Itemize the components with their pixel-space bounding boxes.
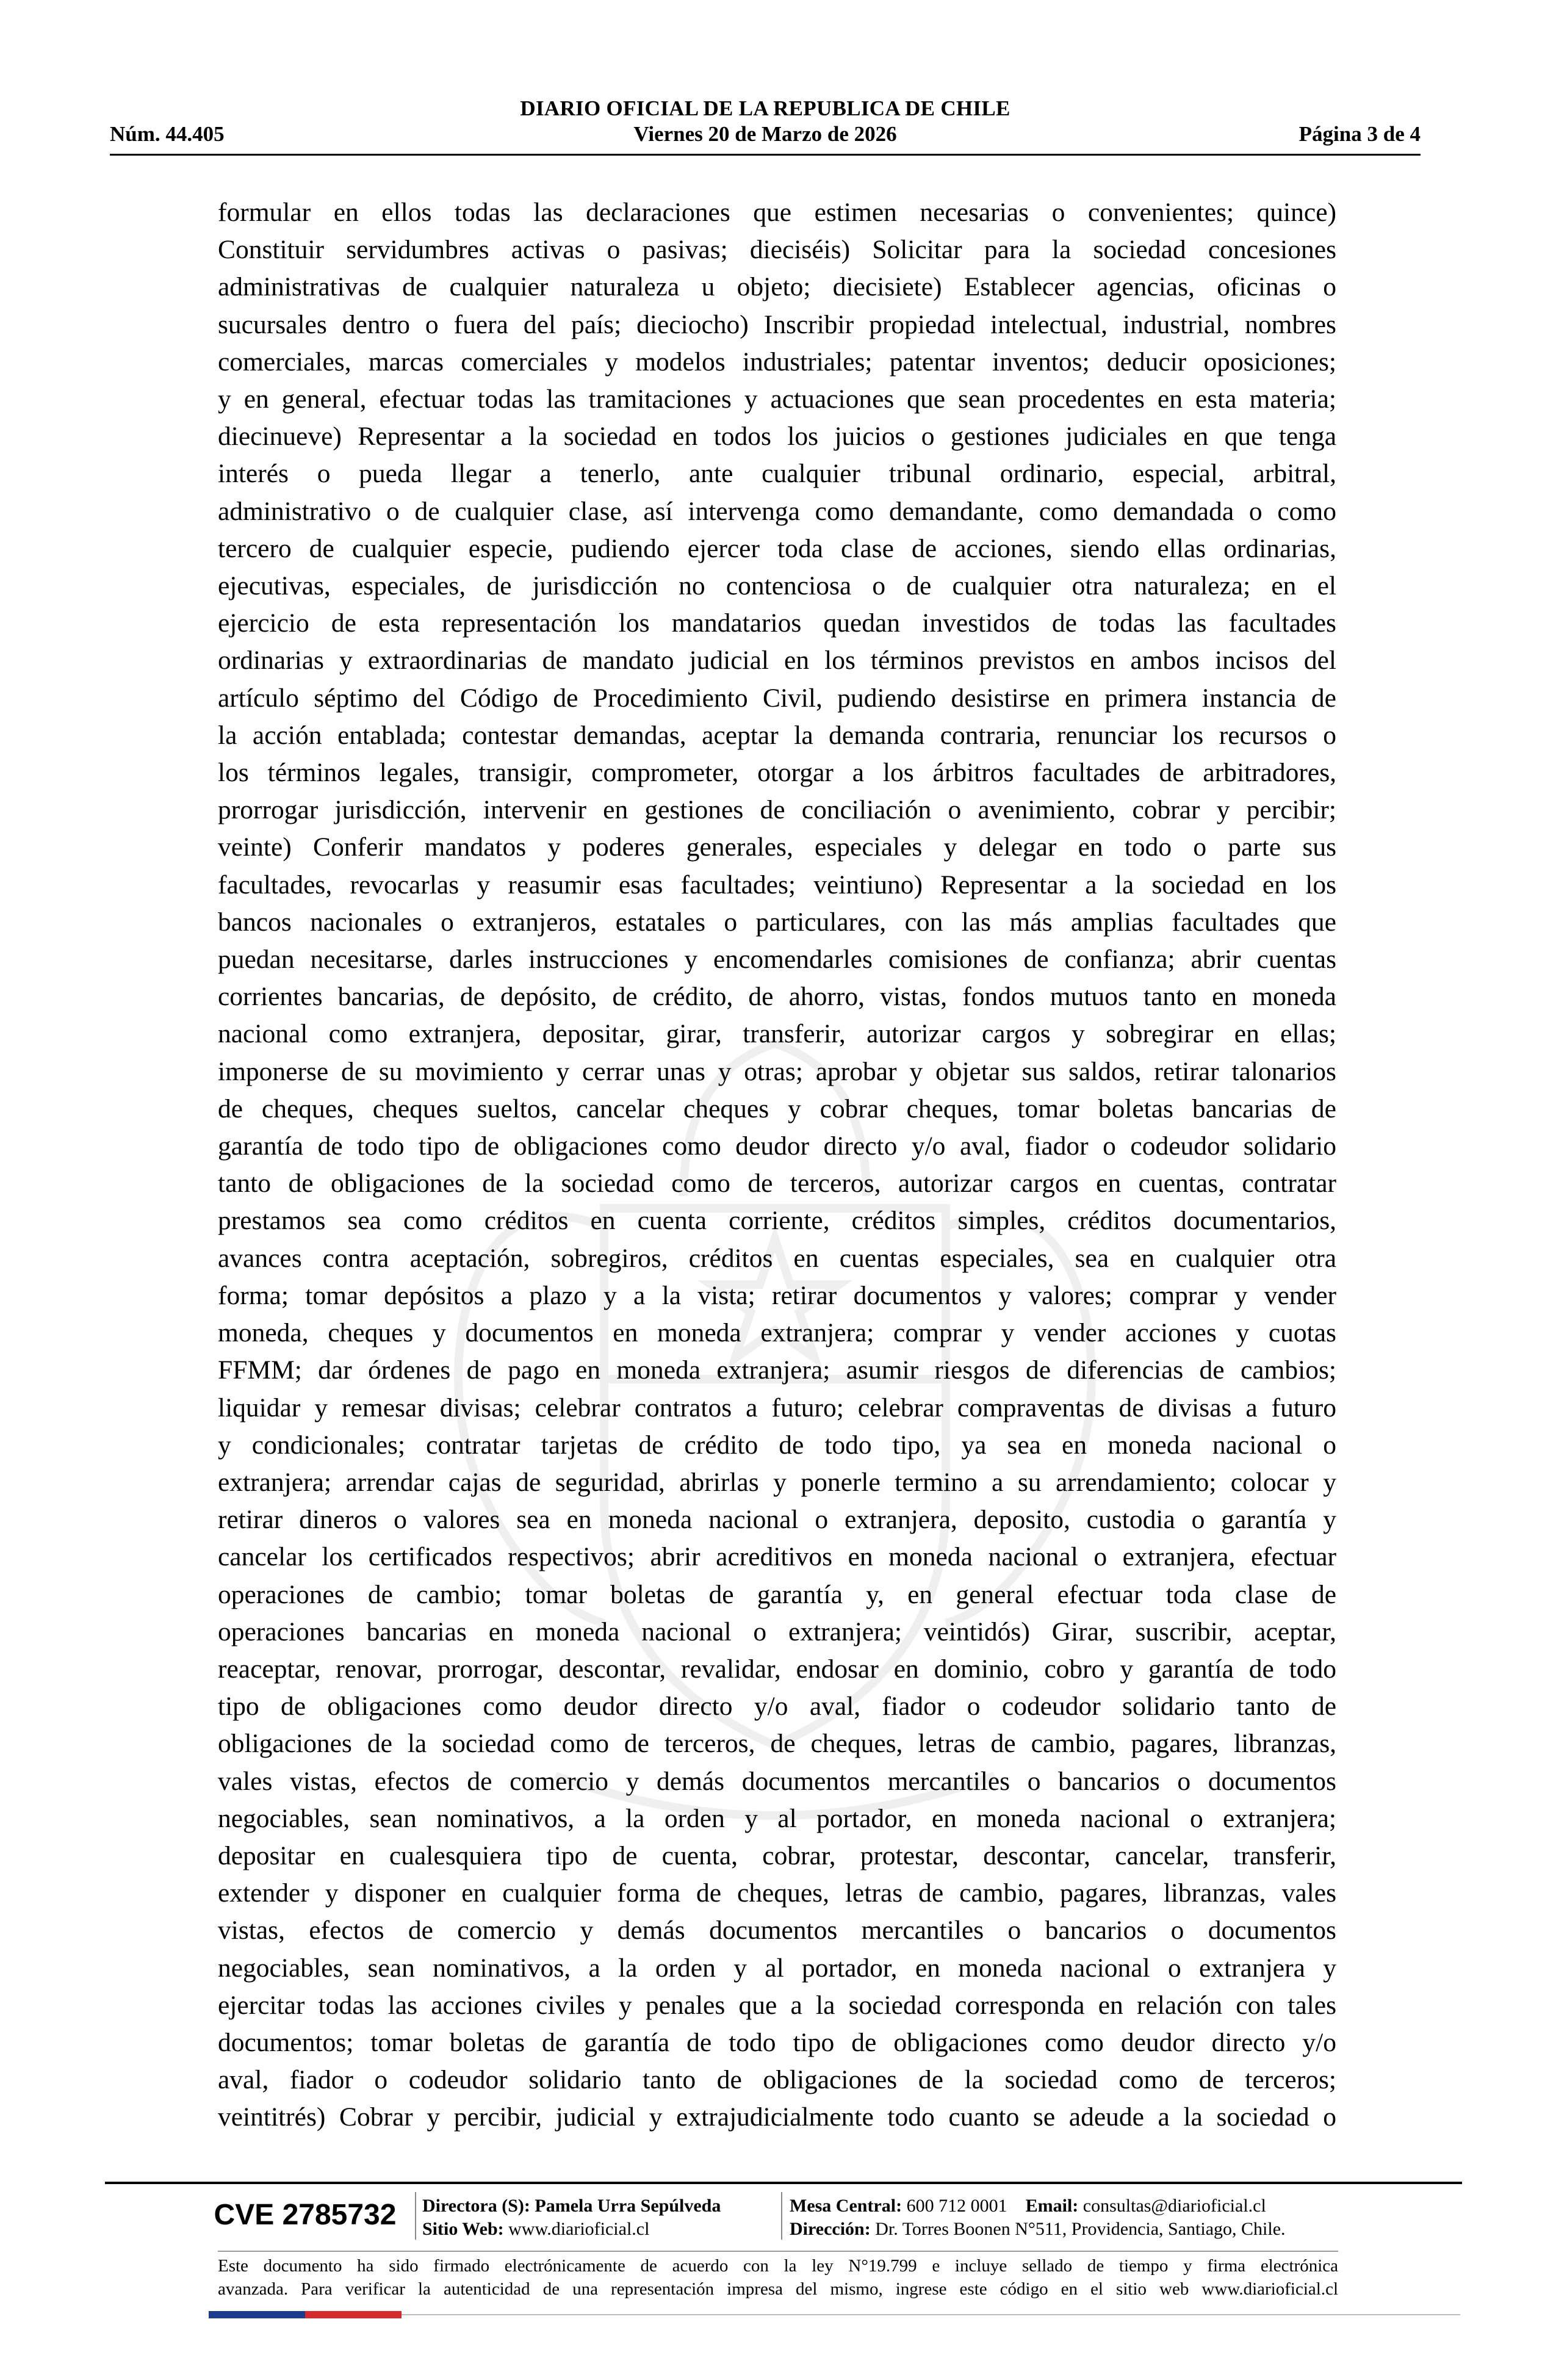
body-line: corrientes bancarias, de depósito, de crédito, de ahorro, vistas, fondos mutuos tanto en moneda [218, 982, 1336, 1012]
body-line: puedan necesitarse, darles instrucciones y encomendarles comisiones de confianza; abrir cuentas [218, 945, 1336, 975]
body-line: formular en ellos todas las declaraciones que estimen necesarias o convenientes; quince) [218, 198, 1336, 227]
body-line: bancos nacionales o extranjeros, estatales o particulares, con las más amplias facultades que [218, 907, 1336, 937]
body-line: liquidar y remesar divisas; celebrar contratos a futuro; celebrar compraventas de divisas a futuro [218, 1393, 1336, 1423]
body-line: negociables, sean nominativos, a la orden y al portador, en moneda nacional o extranjera; [218, 1803, 1336, 1833]
body-line: y en general, efectuar todas las tramitaciones y actuaciones que sean procedentes en esta materia; [218, 384, 1336, 414]
body-line: ordinarias y extraordinarias de mandato judicial en los términos previstos en ambos incisos del [218, 646, 1336, 676]
body-line: diecinueve) Representar a la sociedad en todos los juicios o gestiones judiciales en que tenga [218, 422, 1336, 452]
body-line: vales vistas, efectos de comercio y demás documentos mercantiles o bancarios o documentos [218, 1766, 1336, 1796]
body-line: obligaciones de la sociedad como de terceros, de cheques, letras de cambio, pagares, libranzas, [218, 1729, 1336, 1759]
body-line: administrativas de cualquier naturaleza u objeto; diecisiete) Establecer agencias, oficinas o [218, 272, 1336, 302]
body-line: documentos; tomar boletas de garantía de todo tipo de obligaciones como deudor directo y/o [218, 2027, 1336, 2057]
newspaper-title: DIARIO OFICIAL DE LA REPUBLICA DE CHILE [520, 96, 1010, 120]
body-line: extranjera; arrendar cajas de seguridad, abrirlas y ponerle termino a su arrendamiento; colocar y [218, 1467, 1336, 1497]
body-line: tercero de cualquier especie, pudiendo ejercer toda clase de acciones, siendo ellas ordinarias, [218, 533, 1336, 563]
body-line: avances contra aceptación, sobregiros, créditos en cuentas especiales, sea en cualquier otra [218, 1243, 1336, 1273]
flag-gray-line [402, 2314, 1460, 2315]
contact-line [790, 2194, 1266, 2218]
body-line: imponerse de su movimiento y cerrar unas y otras; aprobar y objetar sus saldos, retirar talonarios [218, 1056, 1336, 1086]
body-line: depositar en cualesquiera tipo de cuenta, cobrar, protestar, descontar, cancelar, transferir, [218, 1841, 1336, 1870]
page-indicator: Página 3 de 4 [1298, 122, 1421, 146]
phone-number: 600 712 0001 [906, 2196, 1007, 2216]
website-line [422, 2218, 649, 2241]
body-line: tipo de obligaciones como deudor directo y/o aval, fiador o codeudor solidario tanto de [218, 1692, 1336, 1722]
director-name: Pamela Urra Sepúlveda [535, 2196, 721, 2216]
flag-red-segment [305, 2311, 402, 2318]
body-line: administrativo o de cualquier clase, así intervenga como demandante, como demandada o como [218, 496, 1336, 526]
body-line: nacional como extranjera, depositar, girar, transferir, autorizar cargos y sobregirar en ellas; [218, 1019, 1336, 1049]
body-line: moneda, cheques y documentos en moneda extranjera; comprar y vender acciones y cuotas [218, 1318, 1336, 1348]
website-label: Sitio Web: [422, 2219, 504, 2239]
address-label: Dirección: [790, 2219, 871, 2239]
header-info-row [110, 122, 1421, 150]
body-line: tanto de obligaciones de la sociedad como de terceros, autorizar cargos en cuentas, contratar [218, 1169, 1336, 1199]
director-line [422, 2194, 721, 2218]
cve-code: CVE 2785732 [214, 2199, 397, 2231]
director-label: Directora (S): [422, 2196, 530, 2216]
body-line: retirar dineros o valores sea en moneda nacional o extranjera, deposito, custodia o garantía y [218, 1505, 1336, 1535]
website-link[interactable]: www.diarioficial.cl [508, 2219, 650, 2239]
email-link[interactable]: consultas@diarioficial.cl [1082, 2196, 1266, 2216]
body-line: ejercicio de esta representación los mandatarios quedan investidos de todas las facultades [218, 608, 1336, 638]
body-line: garantía de todo tipo de obligaciones como deudor directo y/o aval, fiador o codeudor solidario [218, 1131, 1336, 1161]
body-line: la acción entablada; contestar demandas, aceptar la demanda contraria, renunciar los recursos o [218, 720, 1336, 750]
body-line: ejercitar todas las acciones civiles y penales que a la sociedad corresponda en relación con tales [218, 1990, 1336, 2020]
address-line [790, 2218, 1286, 2241]
legal-notice [218, 2254, 1338, 2301]
body-line: de cheques, cheques sueltos, cancelar cheques y cobrar cheques, tomar boletas bancarias de [218, 1094, 1336, 1123]
body-line: artículo séptimo del Código de Procedimiento Civil, pudiendo desistirse en primera instancia de [218, 683, 1336, 713]
body-line: cancelar los certificados respectivos; abrir acreditivos en moneda nacional o extranjera, efectuar [218, 1542, 1336, 1572]
body-line: reaceptar, renovar, prorrogar, descontar, revalidar, endosar en dominio, cobro y garantía de todo [218, 1654, 1336, 1684]
body-line: interés o pueda llegar a tenerlo, ante cualquier tribunal ordinario, especial, arbitral, [218, 459, 1336, 489]
body-line: sucursales dentro o fuera del país; dieciocho) Inscribir propiedad intelectual, industrial, nombres [218, 309, 1336, 339]
body-line: extender y disponer en cualquier forma de cheques, letras de cambio, pagares, libranzas, vales [218, 1878, 1336, 1908]
body-line: ejecutivas, especiales, de jurisdicción no contenciosa o de cualquier otra naturaleza; en el [218, 571, 1336, 601]
legal-line: Este documento ha sido firmado electrónicamente de acuerdo con la ley N°19.799 e incluye sellado de tiempo y firma electrónica [218, 2256, 1338, 2276]
body-line: comerciales, marcas comerciales y modelos industriales; patentar inventos; deducir oposiciones; [218, 347, 1336, 377]
body-line: los términos legales, transigir, comprometer, otorgar a los árbitros facultades de arbitradores, [218, 758, 1336, 788]
body-line: facultades, revocarlas y reasumir esas facultades; veintiuno) Representar a la sociedad en los [218, 870, 1336, 900]
address-text: Dr. Torres Boonen N°511, Providencia, Santiago, Chile. [875, 2219, 1286, 2239]
footer-divider [105, 2182, 1462, 2184]
body-line: vistas, efectos de comercio y demás documentos mercantiles o bancarios o documentos [218, 1916, 1336, 1945]
issue-date: Viernes 20 de Marzo de 2026 [633, 122, 897, 146]
body-line: veinte) Conferir mandatos y poderes generales, especiales y delegar en todo o parte sus [218, 832, 1336, 862]
phone-label: Mesa Central: [790, 2196, 902, 2216]
body-line: y condicionales; contratar tarjetas de crédito de todo tipo, ya sea en moneda nacional o [218, 1430, 1336, 1460]
legal-line: avanzada. Para verificar la autenticidad de una representación impresa del mismo, ingrese este código en el sitio web www.diarioficial.cl [218, 2279, 1338, 2299]
flag-stripe [209, 2311, 402, 2318]
body-line: veintitrés) Cobrar y percibir, judicial y extrajudicialmente todo cuanto se adeude a la sociedad o [218, 2102, 1336, 2132]
body-line: aval, fiador o codeudor solidario tanto de obligaciones de la sociedad como de terceros; [218, 2065, 1336, 2095]
body-line: negociables, sean nominativos, a la orden y al portador, en moneda nacional o extranjera y [218, 1953, 1336, 1983]
body-line: forma; tomar depósitos a plazo y a la vista; retirar documentos y valores; comprar y vender [218, 1280, 1336, 1310]
issue-number: Núm. 44.405 [110, 122, 225, 146]
document-body [218, 194, 1336, 2137]
body-line: Constituir servidumbres activas o pasivas; dieciséis) Solicitar para la sociedad concesiones [218, 235, 1336, 265]
footer-separator [415, 2192, 416, 2240]
flag-blue-segment [209, 2311, 305, 2318]
body-line: operaciones bancarias en moneda nacional o extranjera; veintidós) Girar, suscribir, aceptar, [218, 1617, 1336, 1646]
header-divider [110, 154, 1421, 156]
body-line: FFMM; dar órdenes de pago en moneda extranjera; asumir riesgos de diferencias de cambios; [218, 1355, 1336, 1385]
page-header [110, 92, 1421, 159]
body-line: prestamos sea como créditos en cuenta corriente, créditos simples, créditos documentarios, [218, 1206, 1336, 1236]
body-line: operaciones de cambio; tomar boletas de garantía y, en general efectuar toda clase de [218, 1579, 1336, 1609]
footer-thin-divider [218, 2251, 1338, 2252]
footer-separator [781, 2192, 782, 2240]
body-line: prorrogar jurisdicción, intervenir en gestiones de conciliación o avenimiento, cobrar y percibir; [218, 795, 1336, 825]
email-label: Email: [1025, 2196, 1079, 2216]
